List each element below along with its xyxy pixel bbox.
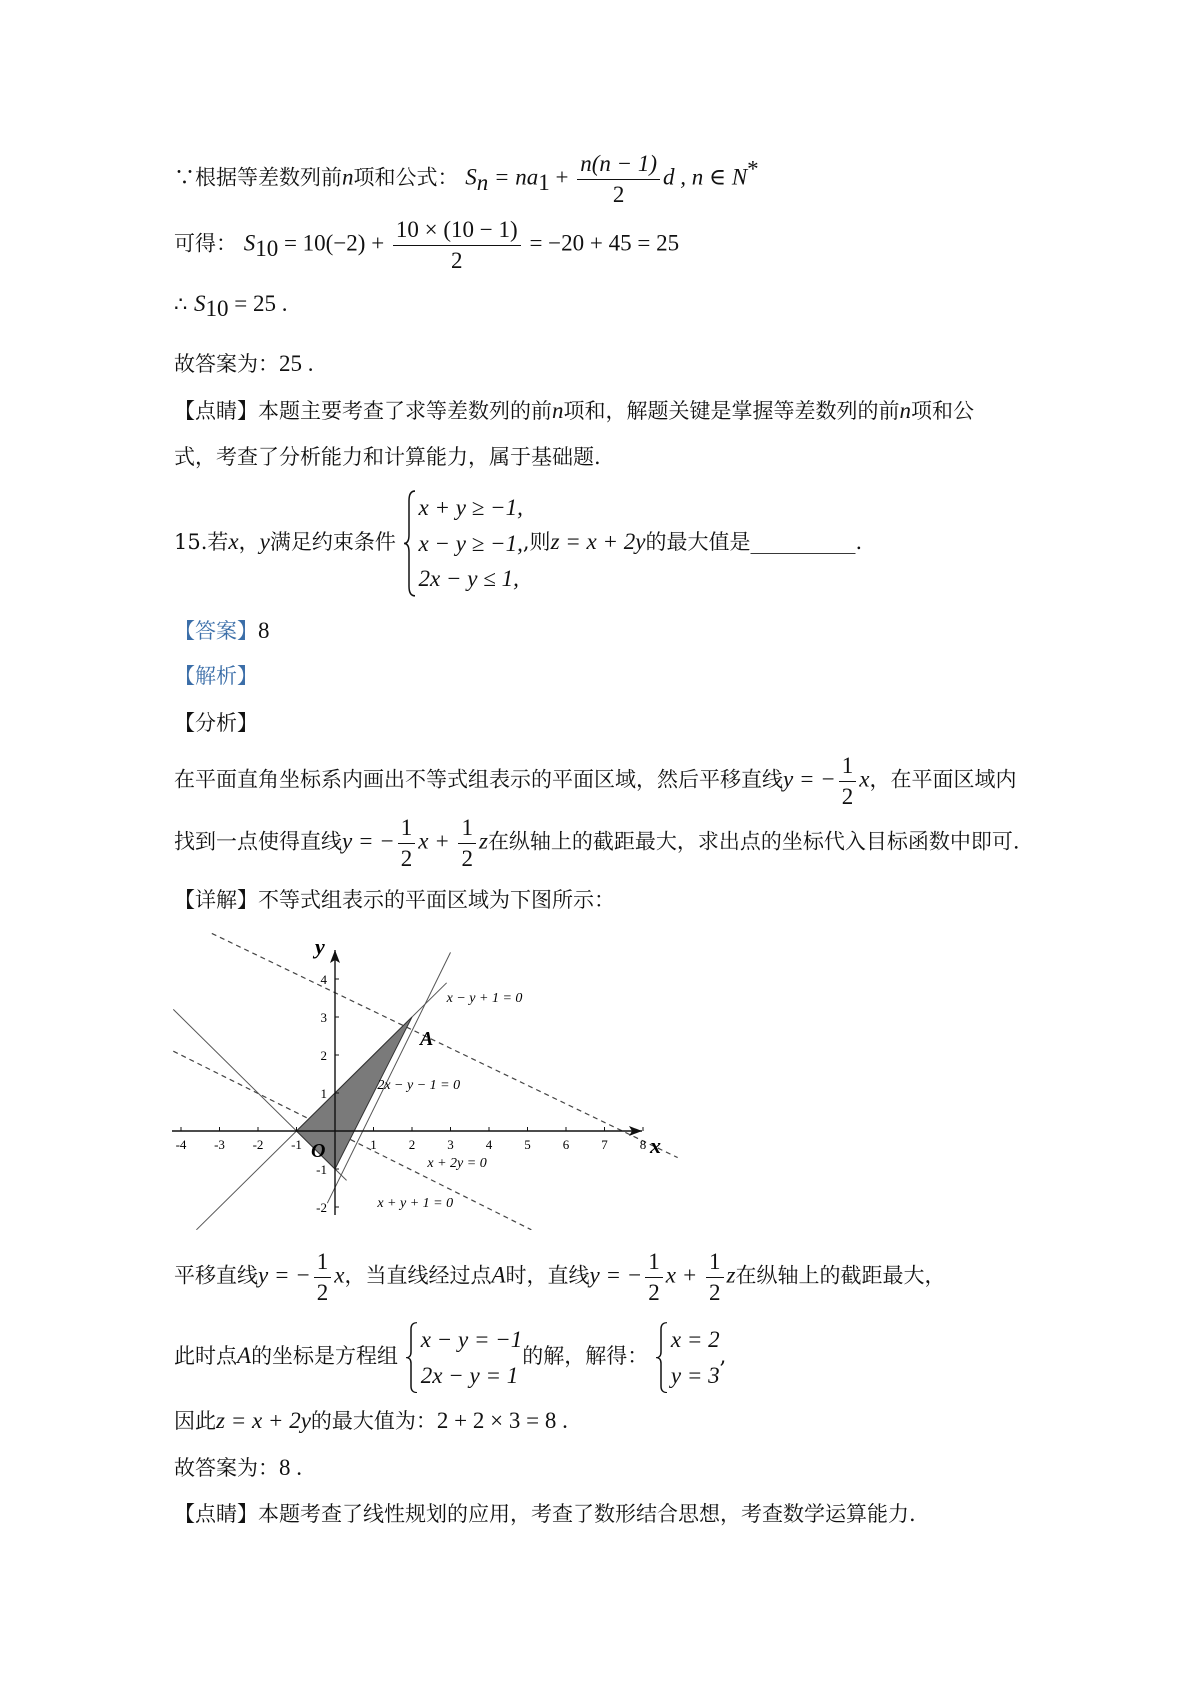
line-upper-dashed — [212, 933, 678, 1157]
s10-result-line: ∴ $S_{10} = 25$ . — [174, 291, 288, 322]
s10-calc-line: 可得： $S_{10} = 10(-2)$ + $\frac{10 \times (10 - 1)}{2}$ = −20 + 45 = 25 — [174, 217, 680, 273]
question-15: 15.若x，y满足约束条件 x + y ≥ −1, x − y ≥ −1, 2x − y ≤ 1, ,则z = x + 2y的最大值是__________. — [174, 490, 862, 597]
analysis-tag: 【解析】 — [174, 664, 258, 688]
fraction: $\frac{1}{2}$ — [458, 814, 476, 872]
y-tick-label: 4 — [320, 972, 327, 987]
x-tick-label: -4 — [175, 1137, 187, 1152]
fraction: $\frac{1}{2}$ — [314, 1248, 332, 1306]
x-tick-label: 5 — [524, 1137, 531, 1152]
y-tick-label: 1 — [320, 1086, 327, 1101]
x-tick-label: 2 — [408, 1137, 416, 1152]
point-line: 此时点A的坐标是方程组 x − y = −1 2x − y = 1 的解，解得： x = 2 y = 3 , — [174, 1322, 726, 1393]
answer-tag-line: 【答案】8 — [174, 618, 270, 643]
y-axis-label: y — [315, 934, 325, 959]
equation-system: x − y = −1 2x − y = 1 — [405, 1322, 522, 1393]
tick-labels — [176, 972, 647, 1215]
x-tick-label: 6 — [562, 1137, 570, 1152]
x-tick-label: 7 — [601, 1137, 608, 1152]
comment-14-line-b: 式，考查了分析能力和计算能力，属于基础题. — [174, 445, 601, 469]
x-tick-label: -3 — [214, 1137, 225, 1152]
label-2x-minus-y-minus-1: 2x − y − 1 = 0 — [377, 1078, 461, 1094]
origin-label: O — [311, 1140, 326, 1162]
formula-sum-line: ∵根据等差数列前n项和公式： $S_n = na_1$ + $\frac{n(n - 1)}{2}$ d , n ∈ N* — [174, 151, 759, 207]
answer-line-14: 故答案为：25 . — [174, 351, 314, 376]
x-axis-label: x — [650, 1133, 661, 1158]
detail-line: 【详解】不等式组表示的平面区域为下图所示： — [174, 888, 615, 912]
y-tick-label: 2 — [320, 1048, 327, 1063]
label-x-plus-y-plus-1: x + y + 1 = 0 — [377, 1196, 454, 1211]
fraction: $\frac{10 \times (10 - 1)}{2}$ — [393, 216, 521, 274]
y-tick-label: -2 — [316, 1200, 327, 1215]
shift-line: 平移直线y = − $\frac{1}{2}$ x，当直线经过点A时，直线y = − $\frac{1}{2}$ x + $\frac{1}{2}$ z在纵轴上的截距最大， — [174, 1249, 946, 1305]
comment-14-line-a: 【点睛】本题主要考查了求等差数列的前n项和，解题关键是掌握等差数列的前n项和公 — [174, 398, 974, 423]
fenxi-tag: 【分析】 — [174, 711, 258, 735]
y-tick-label: -1 — [316, 1162, 327, 1177]
brace-icon — [655, 1322, 669, 1393]
brace-icon — [403, 490, 417, 597]
comment-15: 【点睛】本题考查了线性规划的应用，考查了数形结合思想，考查数学运算能力. — [174, 1502, 916, 1526]
y-tick-label: 3 — [320, 1010, 327, 1025]
fraction: $\frac{1}{2}$ — [839, 752, 857, 810]
max-line: 因此z = x + 2y的最大值为：2 + 2 × 3 = 8 . — [174, 1408, 568, 1433]
fenxi-line-1: 在平面直角坐标系内画出不等式组表示的平面区域，然后平移直线y = − $\frac{1}{2}$ x，在平面区域内 — [174, 753, 1017, 809]
feasible-region-graph — [172, 930, 712, 1230]
x-tick-label: 4 — [485, 1137, 493, 1152]
x-tick-label: -1 — [291, 1137, 302, 1152]
x-tick-label: 1 — [370, 1137, 377, 1152]
fraction: $\frac{1}{2}$ — [398, 814, 416, 872]
final-answer-line: 故答案为：8 . — [174, 1455, 302, 1480]
x-tick-label: 3 — [447, 1137, 454, 1152]
fraction: $\frac{1}{2}$ — [645, 1248, 663, 1306]
fenxi-line-2: 找到一点使得直线y = − $\frac{1}{2}$ x + $\frac{1}{2}$ z在纵轴上的截距最大，求出点的坐标代入目标函数中即可. — [174, 815, 1020, 871]
x-tick-label: -2 — [252, 1137, 264, 1152]
solution-system: x = 2 y = 3 — [655, 1322, 720, 1393]
fraction: $\frac{1}{2}$ — [706, 1248, 724, 1306]
label-x-minus-y-plus-1: x − y + 1 = 0 — [446, 990, 523, 1006]
brace-icon — [405, 1322, 419, 1393]
point-a-label: A — [420, 1028, 434, 1050]
label-x-plus-2y: x + 2y = 0 — [427, 1156, 487, 1172]
fraction: $\frac{n(n - 1)}{2}$ — [577, 150, 660, 208]
x-tick-label: 8 — [639, 1137, 647, 1152]
constraint-system: x + y ≥ −1, x − y ≥ −1, 2x − y ≤ 1, — [403, 490, 523, 597]
